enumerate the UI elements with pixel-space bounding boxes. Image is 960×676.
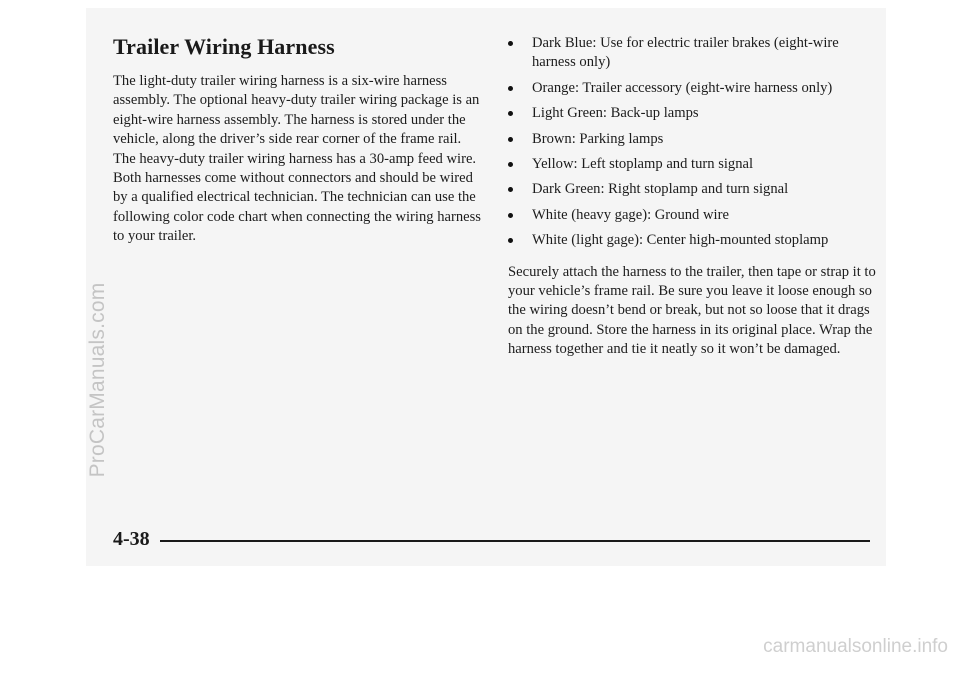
color-code-item: [508, 34, 880, 73]
bullet-icon: [508, 213, 513, 218]
section-title: Trailer Wiring Harness: [113, 34, 335, 59]
color-code-item: [508, 180, 880, 199]
right-column: [508, 34, 880, 360]
bullet-icon: [508, 162, 513, 167]
side-watermark: ProCarManuals.com: [86, 282, 109, 478]
bullet-icon: [508, 111, 513, 116]
bottom-watermark: carmanualsonline.info: [763, 636, 948, 657]
footer-rule: [160, 540, 870, 542]
color-code-text: Light Green: Back-up lamps: [532, 105, 699, 122]
color-code-item: [508, 130, 880, 149]
bullet-icon: [508, 41, 513, 46]
bullet-icon: [508, 137, 513, 142]
left-column: [113, 34, 481, 247]
color-code-list: [508, 34, 880, 251]
bullet-icon: [508, 238, 513, 243]
color-code-item: [508, 231, 880, 250]
color-code-item: [508, 104, 880, 123]
color-code-text: White (heavy gage): Ground wire: [532, 206, 729, 223]
harness-description: The light-duty trailer wiring harness is a six-wire harness assembly. The optional heavy-duty trailer wiring package is an eight-wire harness assembly. The harness is stored under the vehicle, along the driver’s side rear corner of the frame rail. The heavy-duty trailer wiring harness has a 30-amp feed wire. Both harnesses come without connectors and should be wired by a qualified electrical technician. The technician can use the following color code chart when connecting the wiring harness to your trailer.: [113, 73, 481, 245]
color-code-text: Dark Blue: Use for electric trailer brakes (eight-wire harness only): [532, 35, 839, 71]
color-code-text: White (light gage): Center high-mounted stoplamp: [532, 232, 829, 249]
attach-instructions: Securely attach the harness to the trailer, then tape or strap it to your vehicle’s frame rail. Be sure you leave it loose enough so the wiring doesn’t bend or break, but not so loose that it drags on the ground. Store the harness in its original place. Wrap the harness together and tie it neatly so it won’t be damaged.: [508, 263, 876, 358]
color-code-item: [508, 79, 880, 98]
color-code-text: Orange: Trailer accessory (eight-wire harness only): [532, 79, 833, 96]
color-code-item: [508, 206, 880, 225]
color-code-text: Dark Green: Right stoplamp and turn signal: [532, 181, 789, 198]
color-code-item: [508, 155, 880, 174]
color-code-text: Yellow: Left stoplamp and turn signal: [532, 156, 754, 173]
bullet-icon: [508, 86, 513, 91]
page-number: 4-38: [113, 528, 150, 550]
color-code-text: Brown: Parking lamps: [532, 130, 664, 147]
bullet-icon: [508, 187, 513, 192]
